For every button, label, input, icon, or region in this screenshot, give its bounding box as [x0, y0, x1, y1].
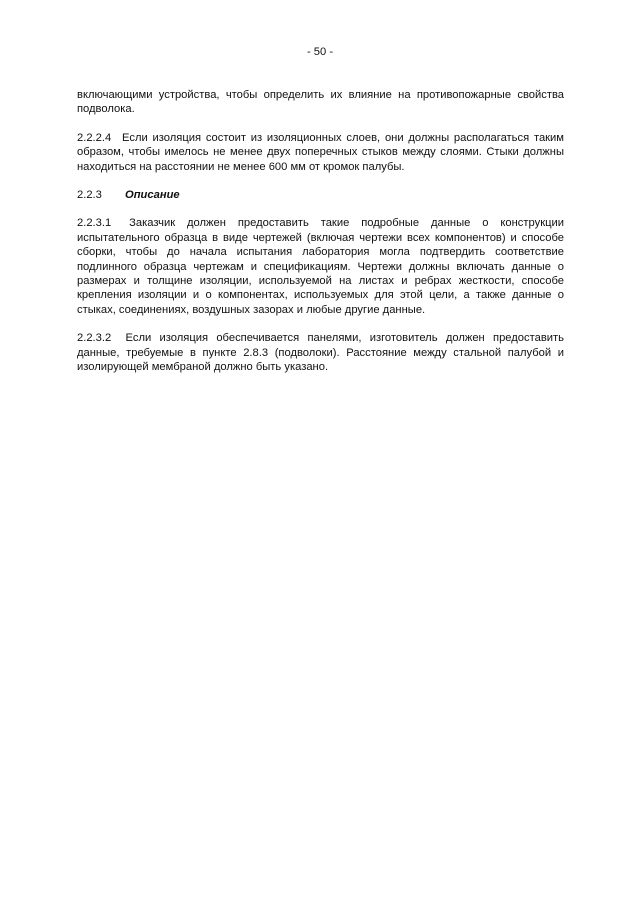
paragraph-2-2-2-4: [77, 131, 564, 174]
page-number: - 50 -: [306, 46, 334, 58]
document-body: [77, 88, 564, 389]
paragraph-2-2-3-2: [77, 331, 564, 374]
section-title: Описание: [125, 189, 180, 202]
paragraph-text: Заказчик должен предоставить такие подробные данные о конструкции испытательного образца в виде чертежей (включая чертежи всех компонентов) и способе сборки, чтобы до начала испытания лаборатория могла подтвердить соответствие подлинного образца чертежам и спецификациям. Чертежи должны включать данные о размерах и толщине изоляции, используемой на листах и ребрах жесткости, способе крепления изоляции и о компонентах, используемых для этой цели, а также данные о стыках, соединениях, воздушных зазорах и любые другие данные.: [77, 217, 565, 316]
paragraph-number: 2.2.2.4: [77, 131, 112, 144]
paragraph-text: Если изоляция обеспечивается панелями, изготовитель должен предоставить данные, требуемые в пункте 2.8.3 (подволоки). Расстояние между стальной палубой и изолирующей мембраной должно быть указано.: [77, 332, 564, 374]
paragraph-continuation: [77, 88, 564, 117]
paragraph-2-2-3-1: [77, 216, 564, 317]
section-heading: [77, 188, 564, 202]
section-number: 2.2.3: [77, 189, 102, 202]
paragraph-number: 2.2.3.2: [77, 332, 112, 345]
paragraph-number: 2.2.3.1: [77, 217, 112, 230]
paragraph-text: включающими устройства, чтобы определить их влияние на противопожарные свойства подволока.: [77, 89, 564, 116]
paragraph-text: Если изоляция состоит из изоляционных слоев, они должны располагаться таким образом, чтобы имелось не менее двух поперечных стыков между слоями. Стыки должны находиться на расстоянии не менее 600 мм от кромок палубы.: [77, 131, 564, 173]
